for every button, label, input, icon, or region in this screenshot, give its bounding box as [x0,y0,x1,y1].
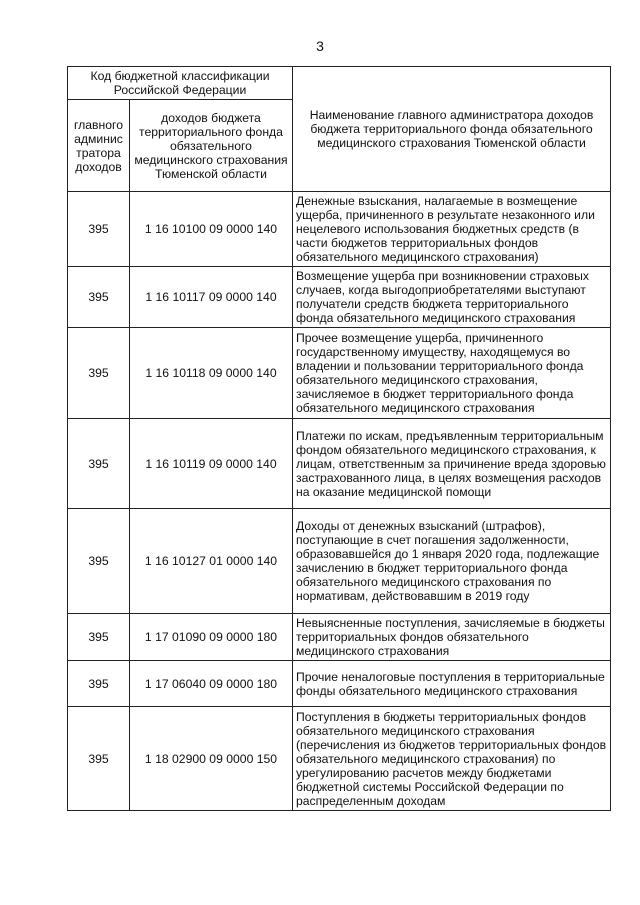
admin-code-cell: 395 [68,661,130,707]
page-number: 3 [316,38,324,54]
revenue-name-cell: Возмещение ущерба при возникновении страховых случаев, когда выгодоприобретателями выступают получатели средств бюджета территориального фонда обязательного медицинского страхования [293,267,611,328]
table-row [68,661,611,707]
budget-code-cell: 1 16 10119 09 0000 140 [130,419,293,509]
admin-code-cell: 395 [68,614,130,661]
table-row [68,707,611,811]
admin-code-cell: 395 [68,192,130,267]
header-admin-column: главного админис тратора доходов [68,100,130,192]
table-row [68,267,611,328]
table-row [68,614,611,661]
budget-code-cell: 1 16 10127 01 0000 140 [130,509,293,614]
table-row [68,328,611,419]
admin-code-cell: 395 [68,509,130,614]
revenue-name-cell: Поступления в бюджеты территориальных фондов обязательного медицинского страхования (перечисления из бюджетов территориальных фондов обязательного медицинского страхования) по урегулированию расчетов между бюджетами бюджетной системы Российской Федерации по распределенным доходам [293,707,611,811]
budget-code-cell: 1 16 10117 09 0000 140 [130,267,293,328]
header-row-top [68,67,611,100]
budget-classification-table [67,66,611,811]
admin-code-cell: 395 [68,707,130,811]
header-code-column: доходов бюджета территориального фонда обязательного медицинского страхования Тюменской области [130,100,293,192]
revenue-name-cell: Доходы от денежных взысканий (штрафов), поступающие в счет погашения задолженности, образовавшейся до 1 января 2020 года, подлежащие зачислению в бюджет территориального фонда обязательного медицинского страхования по нормативам, действовавшим в 2019 году [293,509,611,614]
budget-code-cell: 1 16 10100 09 0000 140 [130,192,293,267]
admin-code-cell: 395 [68,328,130,419]
table-row [68,419,611,509]
budget-code-cell: 1 17 01090 09 0000 180 [130,614,293,661]
budget-code-cell: 1 18 02900 09 0000 150 [130,707,293,811]
table-row [68,509,611,614]
header-name-column: Наименование главного администратора доходов бюджета территориального фонда обязательного медицинского страхования Тюменской области [293,67,611,192]
revenue-name-cell: Денежные взыскания, налагаемые в возмещение ущерба, причиненного в результате незаконного или нецелевого использования бюджетных средств (в части бюджетов территориальных фондов обязательного медицинского страхования) [293,192,611,267]
budget-code-cell: 1 16 10118 09 0000 140 [130,328,293,419]
header-group-title: Код бюджетной классификации Российской Федерации [68,67,293,100]
table-row [68,192,611,267]
revenue-name-cell: Прочие неналоговые поступления в территориальные фонды обязательного медицинского страхования [293,661,611,707]
budget-code-cell: 1 17 06040 09 0000 180 [130,661,293,707]
admin-code-cell: 395 [68,267,130,328]
revenue-name-cell: Платежи по искам, предъявленным территориальным фондом обязательного медицинского страхования, к лицам, ответственным за причинение вреда здоровью застрахованного лица, в целях возмещения расходов на оказание медицинской помощи [293,419,611,509]
revenue-name-cell: Невыясненные поступления, зачисляемые в бюджеты территориальных фондов обязательного медицинского страхования [293,614,611,661]
admin-code-cell: 395 [68,419,130,509]
revenue-name-cell: Прочее возмещение ущерба, причиненного государственному имуществу, находящемуся во владении и пользовании территориального фонда обязательного медицинского страхования, зачисляемое в бюджет территориального фонда обязательного медицинского страхования [293,328,611,419]
